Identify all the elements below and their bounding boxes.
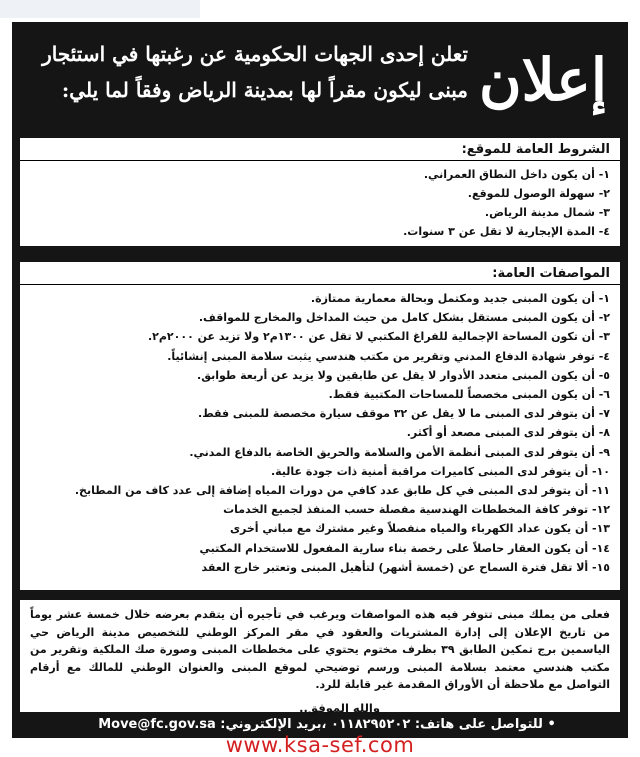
list-item: ٧- أن يتوفر لدى المبنى ما لا يقل عن ٣٢ موقف سيارة مخصصة للمبنى فقط.	[198, 407, 610, 421]
list-item: ٣- شمال مدينة الرياض.	[484, 206, 610, 219]
list-item: ٦- أن يكون المبنى مخصصاً للمساحات المكتبية فقط.	[328, 388, 610, 402]
list-item: ١- أن يكون داخل النطاق العمراني.	[423, 168, 610, 181]
announcement-ad	[12, 22, 628, 738]
list-item: ١- أن يكون المبنى جديد ومكتمل وبحالة معمارية ممتازة.	[310, 292, 610, 305]
list-item: ١٥- ألا تقل فترة السماح عن (خمسة أشهر) لتأهيل المبنى وتعتبر خارج العقد	[201, 560, 610, 574]
list-item: ٩- أن يتوفر لدى المبنى أنظمة الأمن والسلامة والحريق الخاصة بالدفاع المدني.	[189, 445, 610, 459]
announcement-headline	[28, 36, 468, 108]
headline-line-2: مبنى ليكون مقراً لها بمدينة الرياض وفقاً لما يلي:	[61, 78, 468, 102]
list-item: ٤- توفر شهادة الدفاع المدني وتقرير من مكتب هندسي يثبت سلامة المبنى إنشائياً.	[167, 349, 610, 363]
list-item: ١٣- أن يكون عداد الكهرباء والمياه منفصلاً وغير مشترك مع مباني أخرى	[229, 522, 610, 536]
list-item: ١٤- أن يكون العقار حاصلاً على رخصة بناء سارية المفعول للاستخدام المكتبي	[199, 541, 610, 555]
contact-line: • للتواصل على هاتف: ٠١١٨٢٩٥٢٠٢ ،بريد الإلكتروني: Move@fc.gov.sa	[98, 717, 556, 732]
headline-line-1: تعلن إحدى الجهات الحكومية عن رغبتها في استئجار	[42, 42, 468, 66]
signoff: والله الموفق..	[299, 700, 380, 715]
list-item: ٥- أن يكون المبنى متعدد الأدوار لا يقل عن طابقين ولا يزيد عن أربعة طوابق.	[197, 368, 610, 382]
general-conditions-section	[20, 138, 620, 246]
top-strip	[0, 0, 200, 18]
instructions-paragraph: فعلى من يملك مبنى تتوفر فيه هذه المواصفات ويرغب في تأجيره أن يتقدم بعرضه خلال خمسة عشر يوماً من تاريخ الإعلان إلى إدارة المشتريات والعقود في مقر المركز الوطني للتخصيص مدينة الرياض حي الياسمين برج تمكين الطابق ٣٩ بظرف مختوم يحتوي على مخططات المبنى وصورة صك الملكية وتقرير من مكتب هندسي معتمد بسلامة المبنى ورسم توضيحي لموقع المبنى والعنوان الوطني للمالك مع أرقام التواصل مع ملاحظة أن الأوراق المقدمة غير قابلة للرد.	[30, 608, 610, 691]
specifications-list	[30, 289, 610, 577]
watermark: www.ksa-sef.com	[225, 733, 415, 757]
specifications-heading: المواصفات العامة:	[20, 262, 620, 285]
general-conditions-heading: الشروط العامة للموقع:	[20, 138, 620, 161]
list-item: ١٢- توفر كافة المخططات الهندسية مفصلة حسب المنفذ لجميع الخدمات	[223, 503, 610, 517]
list-item: ٣- أن تكون المساحة الإجمالية للفراغ المكتبي لا تقل عن ١٣٠٠م٢ ولا تزيد عن ٢٠٠٠م٢.	[147, 330, 610, 344]
list-item: ٤- المدة الإيجارية لا تقل عن ٣ سنوات.	[403, 225, 610, 238]
announcement-title: إعلان	[479, 46, 607, 114]
instructions-section	[20, 600, 620, 715]
list-item: ١٠- أن يتوفر لدى المبنى كاميرات مراقبة أمنية ذات جودة عالية.	[270, 464, 610, 478]
specifications-section	[20, 262, 620, 590]
list-item: ٨- أن يتوفر لدى المبنى مصعد أو أكثر.	[406, 426, 610, 440]
list-item: ٢- أن يكون المبنى مستقل بشكل كامل من حيث المداخل والمخارج للمواقف.	[198, 311, 610, 325]
general-conditions-list	[30, 165, 610, 241]
list-item: ١١- أن يتوفر لدى المبنى في كل طابق عدد كافي من دورات المياه إضافة إلى عدد كاف من المطابخ.	[74, 484, 610, 498]
announcement-header	[22, 32, 618, 130]
list-item: ٢- سهولة الوصول للموقع.	[467, 187, 610, 200]
